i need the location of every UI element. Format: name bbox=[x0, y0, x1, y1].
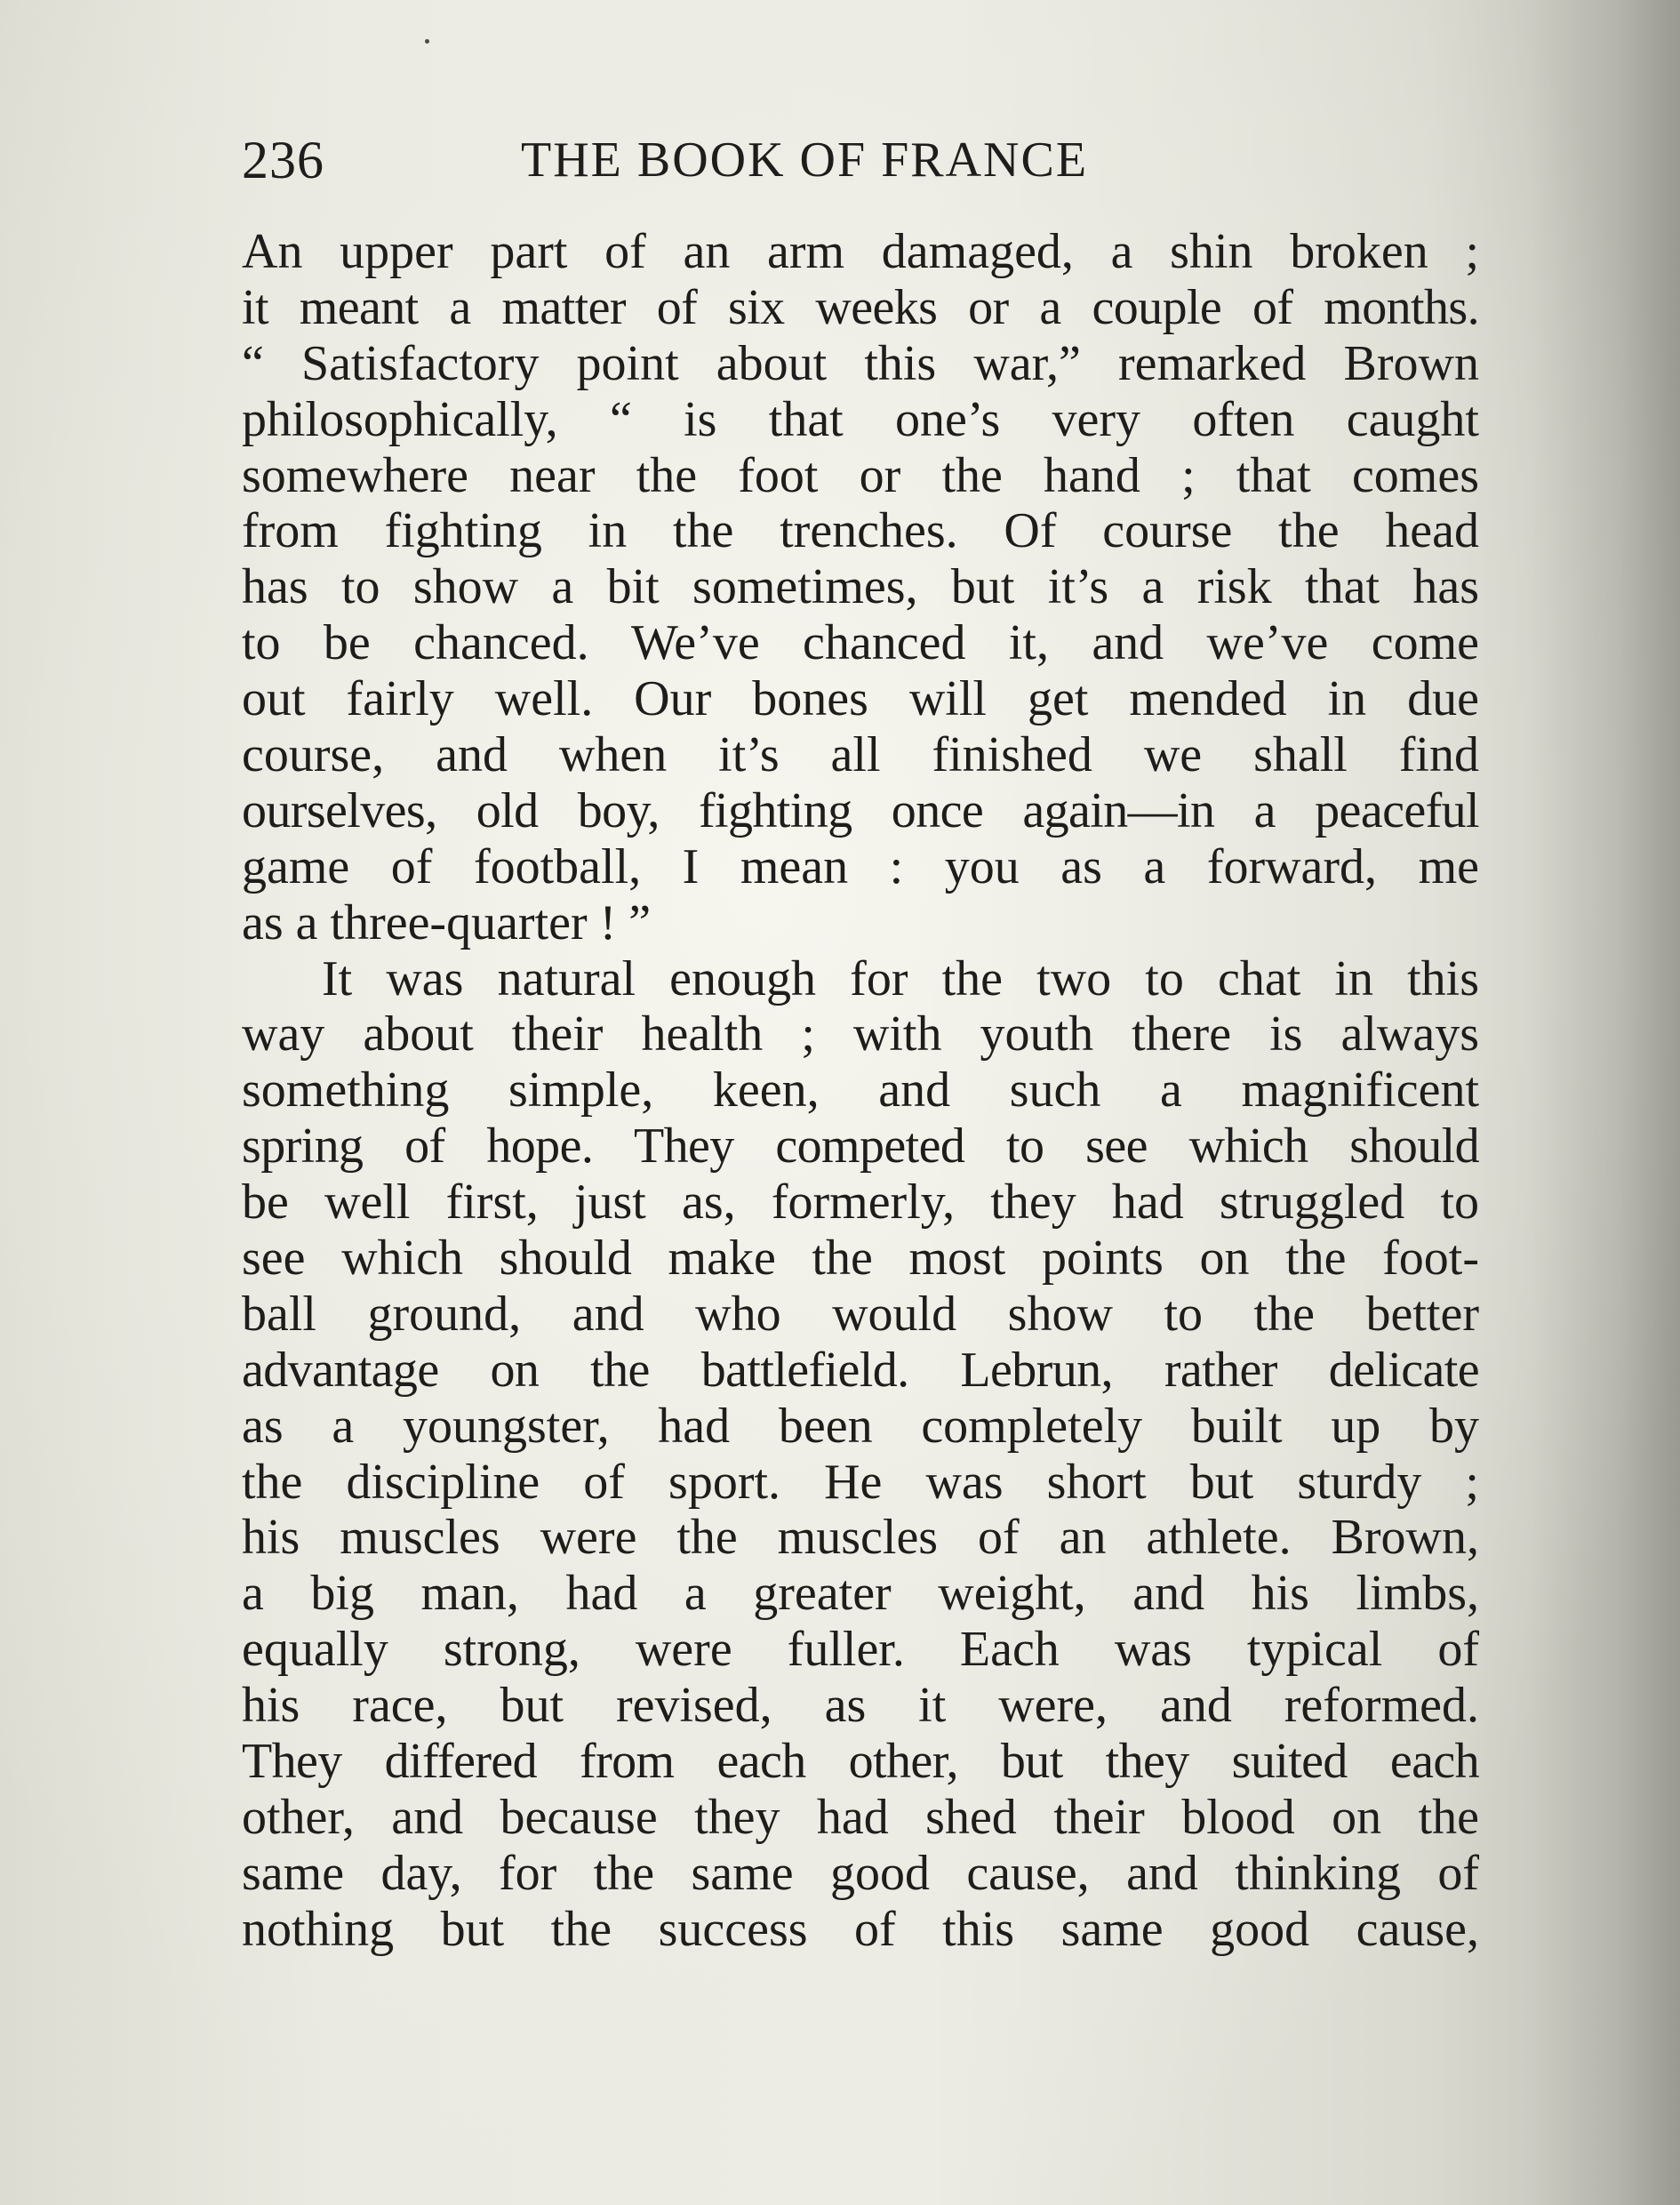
text-line: They differed from each other, but they suited each bbox=[242, 1734, 1479, 1790]
text-line: spring of hope. They competed to see which should bbox=[242, 1119, 1479, 1175]
text-line: it meant a matter of six weeks or a couple of months. bbox=[242, 279, 1479, 335]
text-line: ourselves, old boy, fighting once again—in a peaceful bbox=[242, 782, 1479, 838]
text-line: to be chanced. We’ve chanced it, and we’ve come bbox=[242, 615, 1479, 671]
text-line: see which should make the most points on the foot- bbox=[242, 1231, 1479, 1287]
text-line: his muscles were the muscles of an athlete. Brown, bbox=[242, 1510, 1479, 1566]
text-line: something simple, keen, and such a magnificent bbox=[242, 1062, 1479, 1119]
text-line: advantage on the battlefield. Lebrun, rather delicate bbox=[242, 1342, 1479, 1398]
running-title: THE BOOK OF FRANCE bbox=[521, 132, 1089, 188]
text-line: from fighting in the trenches. Of course the head bbox=[242, 503, 1479, 559]
text-line: his race, but revised, as it were, and reformed. bbox=[242, 1678, 1479, 1734]
text-line: be well first, just as, formerly, they had struggled to bbox=[242, 1175, 1479, 1231]
text-line: It was natural enough for the two to chat in this bbox=[322, 950, 1479, 1006]
text-line: other, and because they had shed their blood on the bbox=[242, 1789, 1479, 1845]
text-line: course, and when it’s all finished we shall find bbox=[242, 727, 1479, 783]
paper-speck bbox=[425, 39, 429, 44]
text-line: “ Satisfactory point about this war,” remarked Brown bbox=[242, 335, 1479, 391]
text-line: has to show a bit sometimes, but it’s a risk that has bbox=[242, 559, 1479, 615]
text-line: game of football, I mean : you as a forward, me bbox=[242, 838, 1479, 894]
text-line: equally strong, were fuller. Each was typical of bbox=[242, 1622, 1479, 1678]
body-text bbox=[242, 224, 1479, 1958]
text-line: the discipline of sport. He was short but sturdy ; bbox=[242, 1454, 1479, 1510]
text-line: somewhere near the foot or the hand ; that comes bbox=[242, 447, 1479, 503]
page-edge-shadow bbox=[1529, 0, 1680, 2205]
text-line: a big man, had a greater weight, and his limbs, bbox=[242, 1566, 1479, 1622]
text-line: out fairly well. Our bones will get mended in due bbox=[242, 671, 1479, 727]
text-line: ball ground, and who would show to the better bbox=[242, 1286, 1479, 1342]
text-line: An upper part of an arm damaged, a shin broken ; bbox=[242, 224, 1479, 279]
text-line: nothing but the success of this same good cause, bbox=[242, 1901, 1479, 1957]
page-number: 236 bbox=[242, 131, 324, 189]
page-header bbox=[242, 124, 1220, 196]
text-line: as a three-quarter ! ” bbox=[242, 894, 652, 950]
text-line: as a youngster, had been completely built up by bbox=[242, 1398, 1479, 1454]
text-line: way about their health ; with youth there is always bbox=[242, 1006, 1479, 1062]
text-line: philosophically, “ is that one’s very often caught bbox=[242, 391, 1479, 447]
text-line: same day, for the same good cause, and thinking of bbox=[242, 1845, 1479, 1901]
